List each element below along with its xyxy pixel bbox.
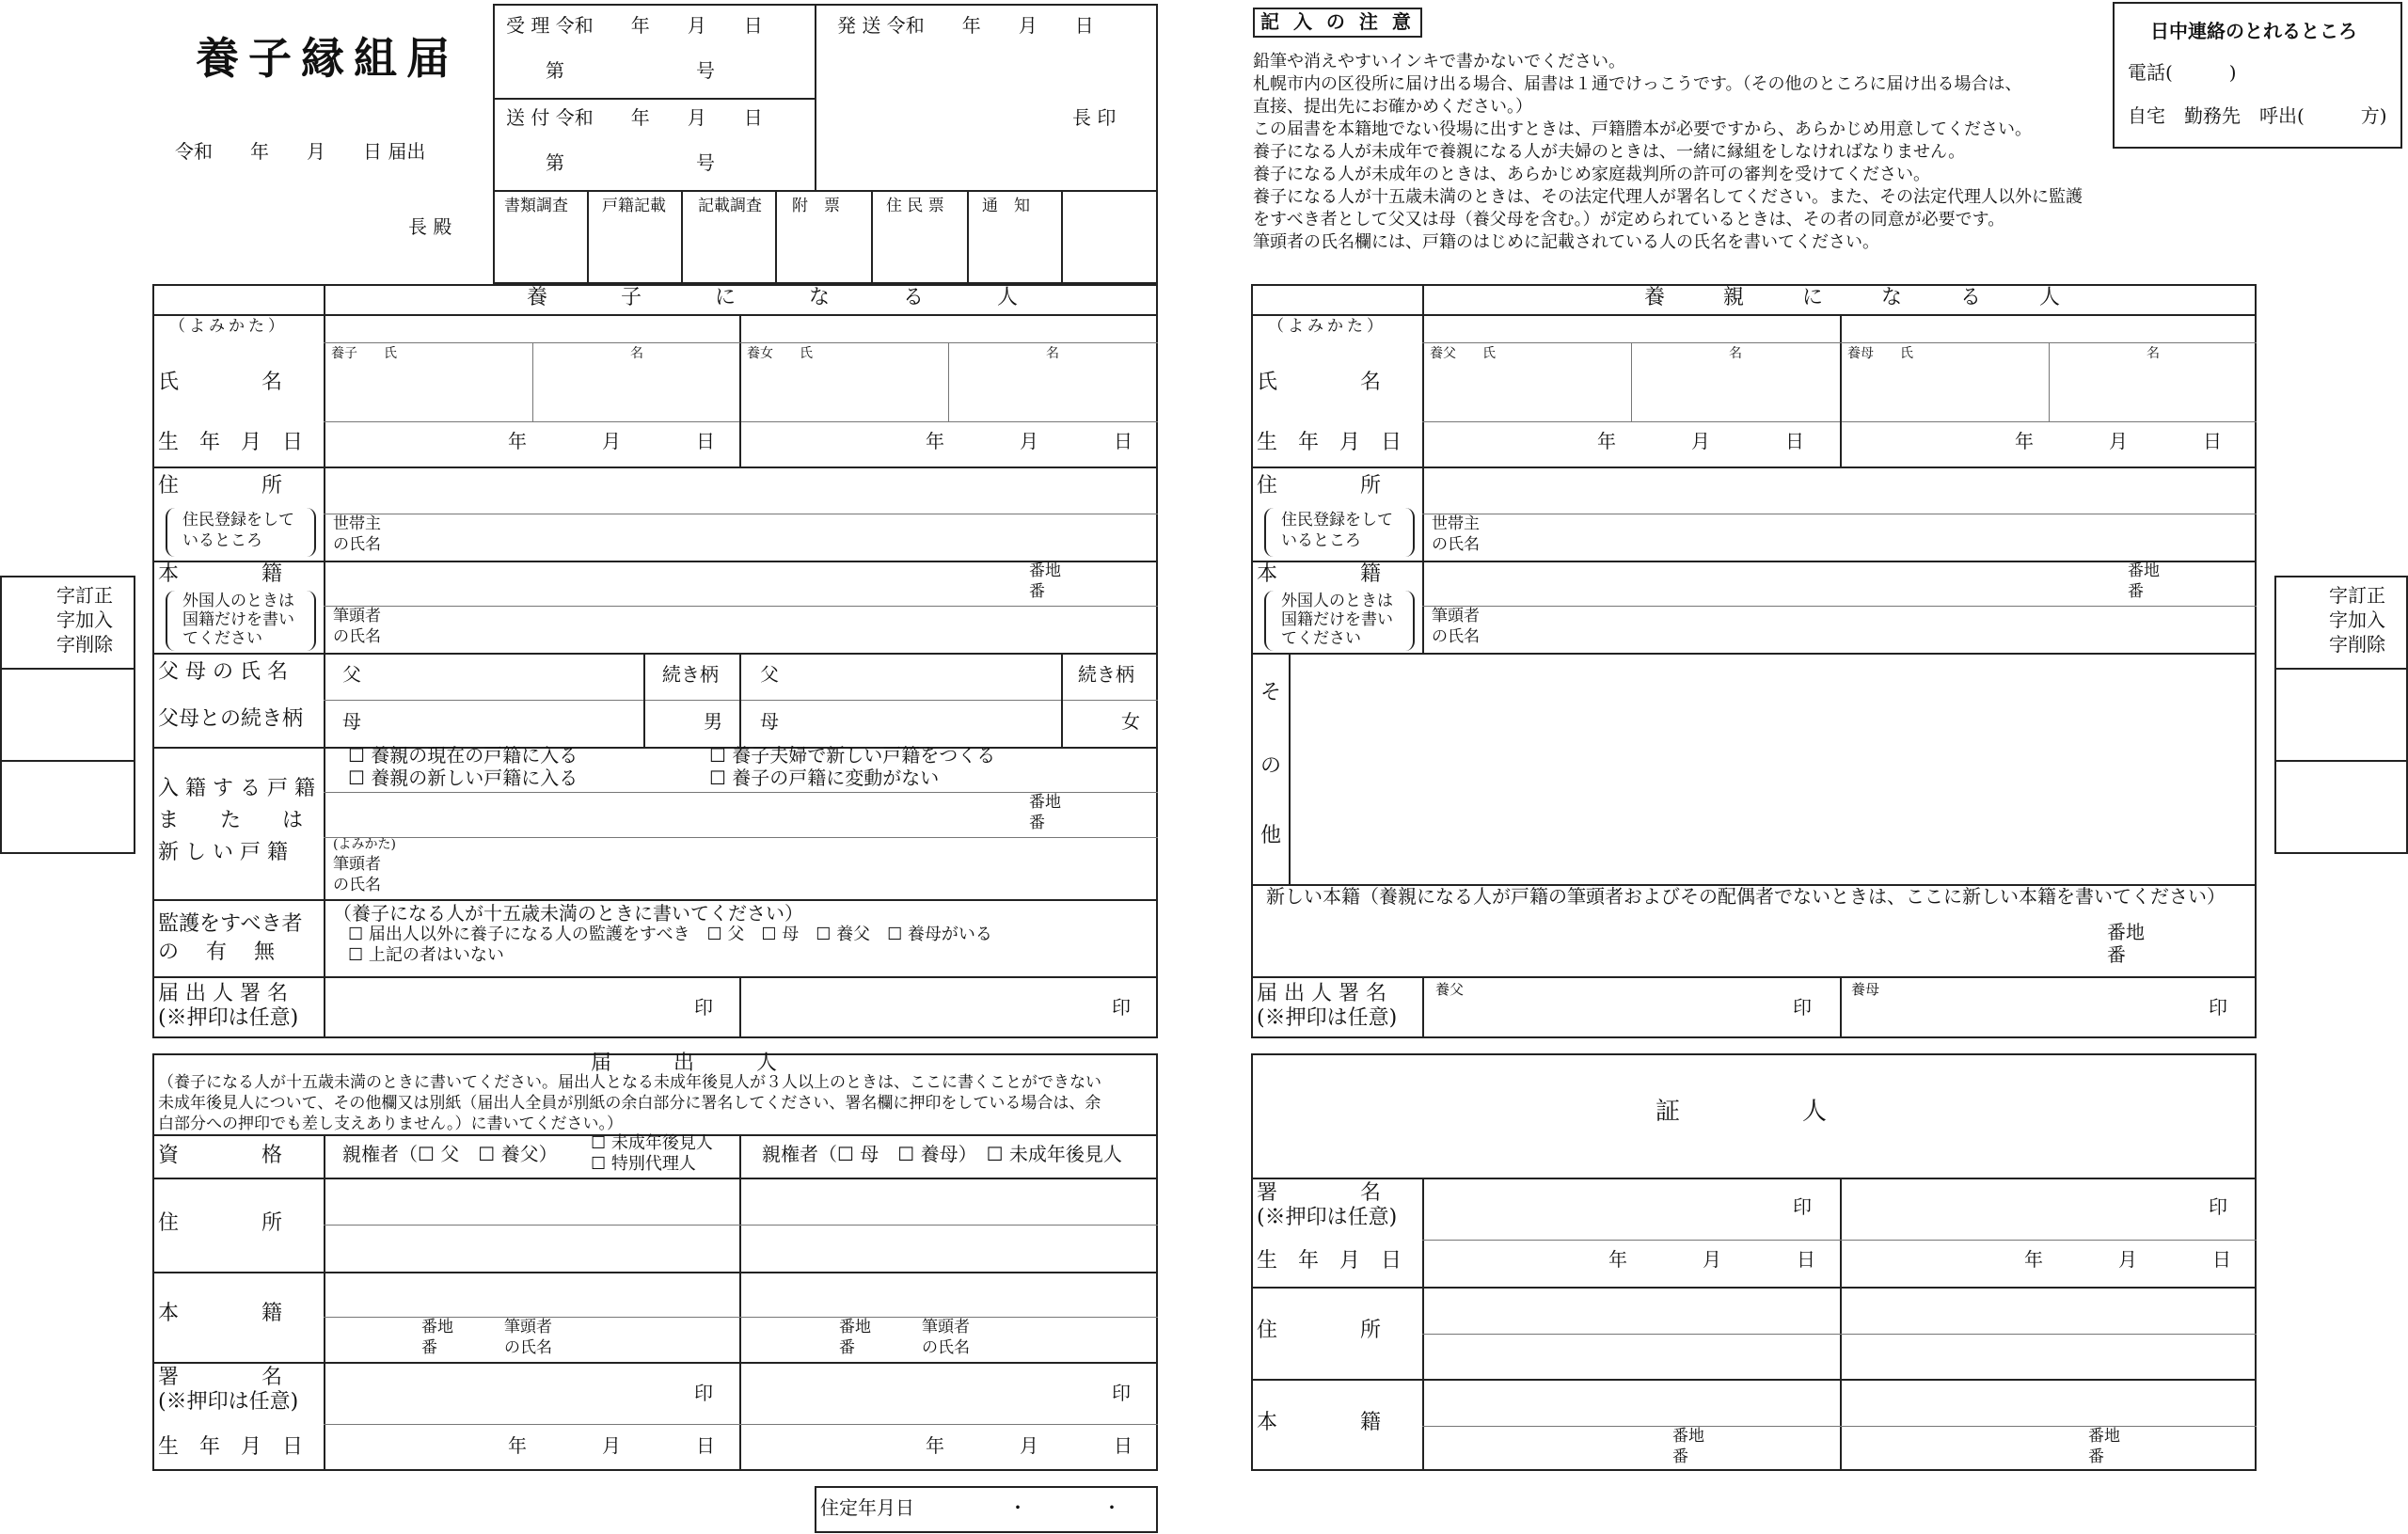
notifier-ban-2: 番: [839, 1338, 855, 1357]
witness-address-label: 住 所: [1257, 1319, 1382, 1342]
register-ban: 番: [1029, 814, 1045, 832]
new-domicile-label: 新しい本籍（養親になる人が戸籍の筆頭者およびその配偶者でないときは、ここに新しい本籍を書いてください）: [1266, 885, 2226, 908]
daughter-given-label: 名: [1046, 346, 1059, 361]
correction-left-2: 字加入: [56, 609, 113, 631]
witness-sign-label: 署 名: [1257, 1181, 1382, 1205]
office-col-3: 記載調査: [698, 197, 762, 215]
son-mother-label: 母: [342, 710, 361, 733]
qualification-left-2[interactable]: ☐ 未成年後見人: [591, 1133, 713, 1153]
adopter-sign-mother: 養母: [1851, 981, 1880, 998]
witness-seal-1[interactable]: 印: [1793, 1195, 1812, 1218]
notifier-head-2: 筆頭者: [922, 1318, 970, 1336]
office-col-1: 書類調査: [504, 197, 568, 215]
domicile-note-3: てください: [182, 629, 262, 648]
qualification-right[interactable]: 親権者（☐ 母 ☐ 養母） ☐ 未成年後見人: [762, 1143, 1122, 1165]
adopter-domicile-note-3: てください: [1281, 629, 1361, 648]
new-domicile-ban: 番: [2107, 943, 2126, 966]
adoptee-name-label: 氏 名: [158, 371, 283, 394]
note-line-4: この届書を本籍地でない役場に出すときは、戸籍謄本が必要ですから、あらかじめ用意してください。: [1253, 119, 2032, 139]
register-head: 筆頭者: [333, 855, 381, 874]
witness-ban-1: 番: [1672, 1447, 1688, 1466]
sent-number: 第 号: [546, 151, 715, 174]
daughter-relation-label: 続き柄: [1078, 663, 1134, 686]
notifier-head-1b: の氏名: [504, 1338, 552, 1357]
householder-label: 世帯主: [333, 514, 381, 533]
register-option-1[interactable]: ☐ 養親の現在の戸籍に入る: [348, 744, 578, 767]
adopter-banchi: 番地: [2128, 561, 2160, 580]
daughter-father-label: 父: [760, 663, 779, 686]
notifier-seal-1[interactable]: 印: [694, 1382, 713, 1404]
note-line-3: 直接、提出先にお確かめください。）: [1253, 97, 1532, 117]
contact-title: 日中連絡のとれるところ: [2150, 20, 2357, 42]
son-given-label: 名: [630, 346, 643, 361]
daughter-relation-female[interactable]: 女: [1121, 710, 1140, 733]
domicile-note-1: 外国人のときは: [182, 592, 294, 610]
adoptee-birth-label: 生 年 月 日: [158, 431, 304, 454]
adopter-address-note-1: 住民登録をして: [1281, 511, 1393, 530]
dispatch-date: 発 送 令和 年 月 日: [837, 14, 1094, 37]
witness-banchi-1: 番地: [1672, 1427, 1704, 1446]
custody-label-1: 監護をすべき者: [158, 912, 303, 936]
custody-option-2[interactable]: ☐ 上記の者はいない: [348, 945, 504, 965]
register-yomikata: (よみかた): [333, 837, 396, 852]
register-option-3[interactable]: ☐ 養子夫婦で新しい戸籍をつくる: [709, 744, 996, 767]
custody-note: （養子になる人が十五歳未満のときに書いてください）: [333, 902, 803, 925]
adopter-ban: 番: [2128, 582, 2144, 601]
adoptee-sign-label: 届 出 人 署 名: [158, 982, 288, 1005]
new-domicile-banchi: 番地: [2107, 921, 2145, 943]
adoptee-section-title: 養 子 に な る 人: [527, 286, 1045, 309]
other-label-3: 他: [1260, 824, 1282, 847]
adoptee-daughter-birth[interactable]: 年 月 日: [926, 430, 1133, 452]
note-line-2: 札幌市内の区役所に届け出る場合、届書は１通でけっこうです。（その他のところに届け出る場合は、: [1253, 74, 2022, 94]
notifier-head-1: 筆頭者: [504, 1318, 552, 1336]
custody-option-1[interactable]: ☐ 届出人以外に養子になる人の監護をすべき ☐ 父 ☐ 母 ☐ 養父 ☐ 養母がいる: [348, 925, 992, 944]
adopter-seal-2[interactable]: 印: [2209, 996, 2227, 1019]
adoptee-son-birth[interactable]: 年 月 日: [508, 430, 715, 452]
office-use-box: [493, 4, 1158, 284]
other-label-1: そ: [1260, 681, 1282, 704]
qualification-left-3[interactable]: ☐ 特別代理人: [591, 1154, 696, 1174]
notifier-head-2b: の氏名: [922, 1338, 970, 1357]
correction-right-3: 字削除: [2329, 633, 2385, 656]
adopter-householder: 世帯主: [1432, 514, 1480, 533]
parents-label: 父 母 の 氏 名: [158, 660, 288, 684]
son-relation-male[interactable]: 男: [704, 710, 722, 733]
notifier-banchi-2: 番地: [839, 1318, 871, 1336]
reception-number: 第 号: [546, 59, 715, 82]
adopter-address-note-2: いるところ: [1281, 531, 1361, 550]
son-relation-label: 続き柄: [662, 663, 719, 686]
witness-birth-2[interactable]: 年 月 日: [2024, 1248, 2231, 1271]
reception-date: 受 理 令和 年 月 日: [506, 14, 763, 37]
adoptee-daughter-surname-input[interactable]: [741, 359, 946, 419]
adoptive-mother-given-label: 名: [2147, 346, 2160, 361]
notifier-address-label: 住 所: [158, 1211, 283, 1235]
office-col-4: 附 票: [792, 197, 840, 215]
address-note-1: 住民登録をして: [182, 511, 294, 530]
office-col-5: 住 民 票: [886, 197, 944, 215]
adopter-head-2: の氏名: [1432, 627, 1480, 646]
adopter-head: 筆頭者: [1432, 607, 1480, 625]
contact-phone[interactable]: 電話( ): [2128, 61, 2237, 84]
register-label-3: 新 し い 戸 籍: [158, 841, 288, 864]
adopter-sign-note: (※押印は任意): [1257, 1006, 1398, 1030]
adopter-sign-father: 養父: [1435, 981, 1465, 998]
residence-date: 住定年月日 ・ ・: [820, 1496, 1121, 1519]
note-line-5: 養子になる人が未成年で養親になる人が夫婦のときは、一緒に縁組をしなければなりません。: [1253, 142, 1966, 162]
notifier-birth-1[interactable]: 年 月 日: [508, 1434, 715, 1457]
note-line-1: 鉛筆や消えやすいインキで書かないでください。: [1253, 52, 1625, 71]
daughter-surname-label: 養女 氏: [747, 346, 813, 361]
adoptee-address-label: 住 所: [158, 474, 283, 498]
office-col-6: 通 知: [982, 197, 1030, 215]
notifier-note-1: （養子になる人が十五歳未満のときに書いてください。届出人となる未成年後見人が３人以上のときは、ここに書くことができない: [158, 1073, 1101, 1092]
relation-label: 父母との続き柄: [158, 707, 304, 731]
adopter-domicile-note-2: 国籍だけを書い: [1281, 610, 1393, 629]
domicile-note-2: 国籍だけを書い: [182, 610, 294, 629]
daughter-mother-label: 母: [760, 710, 779, 733]
correction-left-1: 字訂正: [56, 584, 113, 607]
note-line-6: 養子になる人が未成年のときは、あらかじめ家庭裁判所の許可の審判を受けてください。: [1253, 165, 1930, 184]
correction-right-1: 字訂正: [2329, 584, 2385, 607]
adoptee-domicile-label: 本 籍: [158, 562, 283, 586]
note-line-8: をすべき者として父又は母（養父母を含む。）が定められているときは、その者の同意が必要です。: [1253, 210, 2005, 229]
witness-birth-1[interactable]: 年 月 日: [1608, 1248, 1815, 1271]
notes-title: 記 入 の 注 意: [1260, 10, 1415, 33]
householder-label-2: の氏名: [333, 535, 381, 554]
adoptee-address-input[interactable]: [325, 468, 1156, 512]
correction-left-3: 字削除: [56, 633, 113, 656]
notifier-note-2: 未成年後見人について、その他欄又は別紙（届出人全員が別紙の余白部分に署名してください、署名欄に押印をしている場合は、余: [158, 1094, 1101, 1113]
adoptee-son-surname-input[interactable]: [325, 359, 531, 419]
register-label-1: 入 籍 す る 戸 籍: [158, 777, 315, 800]
witness-banchi-2: 番地: [2088, 1427, 2120, 1446]
qualification-label: 資 格: [158, 1144, 283, 1167]
adoptive-father-surname-label: 養父 氏: [1430, 346, 1496, 361]
qualification-left[interactable]: 親権者（☐ 父 ☐ 養父）: [342, 1143, 558, 1165]
adopter-birth-label: 生 年 月 日: [1257, 431, 1402, 454]
adopter-address-label: 住 所: [1257, 474, 1382, 498]
adoptee-son-given-input[interactable]: [534, 359, 737, 419]
sent-date: 送 付 令和 年 月 日: [506, 106, 763, 129]
adopter-domicile-note-1: 外国人のときは: [1281, 592, 1393, 610]
register-label-2: ま た は: [158, 809, 304, 832]
notifier-sign-label: 署 名: [158, 1366, 283, 1389]
notifier-note-3: 白部分への押印でも差し支えありません。）に書いてください。）: [158, 1115, 624, 1133]
son-surname-label: 養子 氏: [331, 346, 397, 361]
witness-seal-2[interactable]: 印: [2209, 1195, 2227, 1218]
head-label: 筆頭者: [333, 607, 381, 625]
witness-ban-2: 番: [2088, 1447, 2104, 1466]
register-option-4[interactable]: ☐ 養子の戸籍に変動がない: [709, 767, 940, 789]
witness-sign-note: (※押印は任意): [1257, 1206, 1398, 1229]
notifier-title: 届 出 人: [591, 1052, 778, 1075]
adopter-sign-label: 届 出 人 署 名: [1257, 982, 1386, 1005]
ban-label: 番: [1029, 582, 1045, 601]
notifier-ban-1: 番: [421, 1338, 437, 1357]
chief-seal: 長 印: [1072, 106, 1117, 129]
adoptive-father-given-label: 名: [1729, 346, 1742, 361]
register-banchi: 番地: [1029, 793, 1061, 812]
son-father-label: 父: [342, 663, 361, 686]
notifier-seal-2[interactable]: 印: [1112, 1382, 1131, 1404]
adoptee-seal-1[interactable]: 印: [694, 996, 713, 1019]
witness-domicile-label: 本 籍: [1257, 1411, 1382, 1434]
adoptee-seal-2[interactable]: 印: [1112, 996, 1131, 1019]
notifier-birth-label: 生 年 月 日: [158, 1435, 304, 1459]
contact-place[interactable]: 自宅 勤務先 呼出( 方): [2128, 104, 2387, 127]
witness-title: 証 人: [1656, 1098, 1828, 1126]
other-input[interactable]: [1291, 655, 2255, 882]
addressee: 長 殿: [408, 215, 452, 238]
adopter-seal-1[interactable]: 印: [1793, 996, 1812, 1019]
witness-birth-label: 生 年 月 日: [1257, 1249, 1402, 1273]
other-label-2: の: [1260, 754, 1282, 778]
correction-right-2: 字加入: [2329, 609, 2385, 631]
address-note-2: いるところ: [182, 531, 262, 550]
register-option-2[interactable]: ☐ 養親の新しい戸籍に入る: [348, 767, 578, 789]
adopter-domicile-label: 本 籍: [1257, 562, 1382, 586]
notifier-banchi-1: 番地: [421, 1318, 453, 1336]
adopter-section-title: 養 親 に な る 人: [1644, 286, 2067, 309]
notifier-domicile-label: 本 籍: [158, 1302, 283, 1325]
form-title: 養子縁組届: [196, 33, 459, 84]
adoptive-mother-birth[interactable]: 年 月 日: [2015, 430, 2222, 452]
adoptee-daughter-given-input[interactable]: [950, 359, 1155, 419]
notifier-birth-2[interactable]: 年 月 日: [926, 1434, 1133, 1457]
banchi-label: 番地: [1029, 561, 1061, 580]
note-line-7: 養子になる人が十五歳未満のときは、その法定代理人が署名してください。また、その法定代理人以外に監護: [1253, 187, 2083, 207]
notifier-sign-note: (※押印は任意): [158, 1390, 299, 1414]
adoptee-reading-label: （よみかた）: [169, 317, 288, 336]
adopter-name-label: 氏 名: [1257, 371, 1382, 394]
custody-label-2: の 有 無: [158, 941, 275, 964]
note-line-9: 筆頭者の氏名欄には、戸籍のはじめに記載されている人の氏名を書いてください。: [1253, 232, 1879, 252]
office-col-2: 戸籍記載: [602, 197, 666, 215]
adopter-householder-2: の氏名: [1432, 535, 1480, 554]
adoptee-sign-note: (※押印は任意): [158, 1006, 299, 1030]
filing-date-line[interactable]: 令和 年 月 日 届出: [175, 140, 426, 163]
adopter-reading-label: （よみかた）: [1268, 317, 1386, 336]
adoptive-father-birth[interactable]: 年 月 日: [1597, 430, 1804, 452]
register-head-2: の氏名: [333, 876, 381, 894]
head-label-2: の氏名: [333, 627, 381, 646]
adoptive-mother-surname-label: 養母 氏: [1847, 346, 1913, 361]
